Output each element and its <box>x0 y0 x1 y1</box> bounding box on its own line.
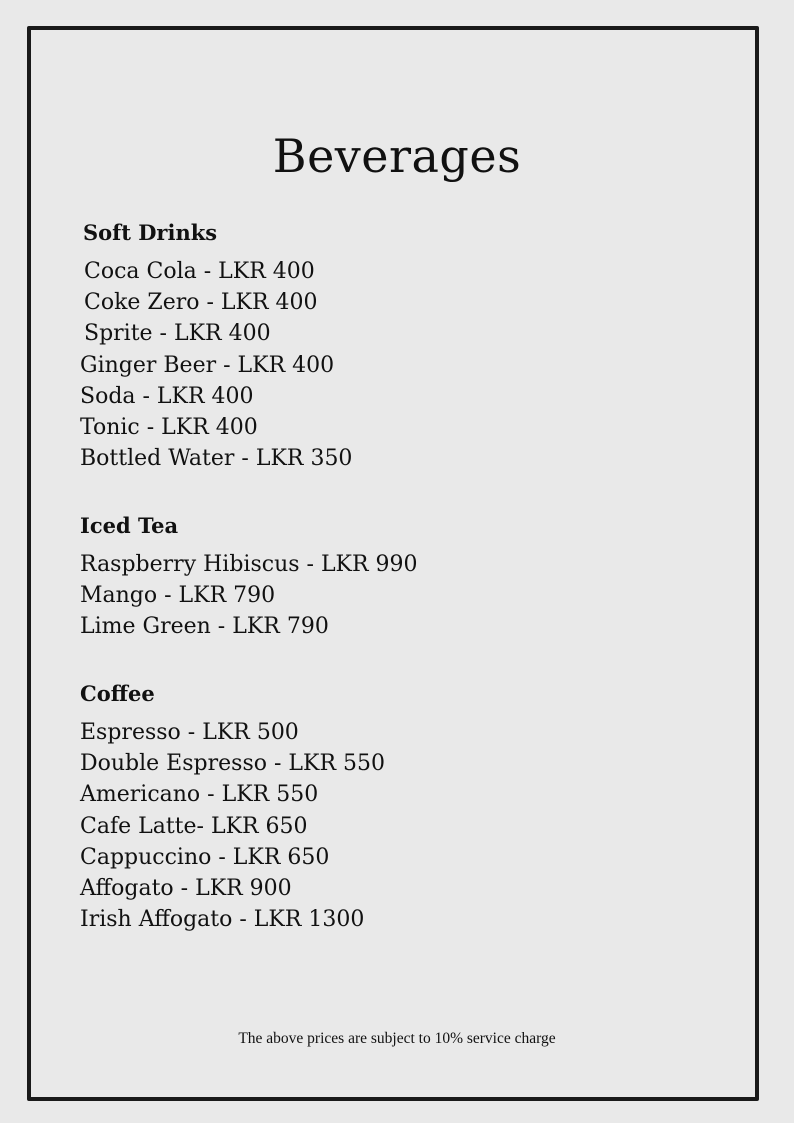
menu-item: Mango - LKR 790 <box>80 583 276 609</box>
menu-item: Tonic - LKR 400 <box>80 415 258 441</box>
section-heading-coffee: Coffee <box>80 681 155 706</box>
menu-item: Cappuccino - LKR 650 <box>80 844 330 870</box>
menu-item: Soda - LKR 400 <box>80 383 254 409</box>
menu-item: Cafe Latte- LKR 650 <box>80 813 308 839</box>
menu-item: Lime Green - LKR 790 <box>80 614 329 640</box>
menu-item: Bottled Water - LKR 350 <box>80 446 353 472</box>
menu-item: Raspberry Hibiscus - LKR 990 <box>80 552 418 577</box>
menu-item: Coke Zero - LKR 400 <box>84 290 318 316</box>
service-charge-note: The above prices are subject to 10% service charge <box>238 1030 556 1047</box>
section-heading-iced-tea: Iced Tea <box>80 513 179 538</box>
menu-item: Irish Affogato - LKR 1300 <box>80 907 365 933</box>
menu-item: Americano - LKR 550 <box>80 782 319 808</box>
iced-tea-list <box>80 549 418 643</box>
menu-item: Espresso - LKR 500 <box>80 720 299 745</box>
menu-item: Affogato - LKR 900 <box>80 876 292 902</box>
section-coffee <box>80 681 155 707</box>
menu-title: Beverages <box>272 129 522 183</box>
section-heading-soft-drinks: Soft Drinks <box>83 220 218 245</box>
menu-item: Sprite - LKR 400 <box>84 321 271 347</box>
section-iced-tea <box>80 513 178 539</box>
section-soft-drinks <box>83 220 217 246</box>
menu-item: Double Espresso - LKR 550 <box>80 751 385 777</box>
menu-item: Ginger Beer - LKR 400 <box>80 352 335 378</box>
menu-item: Coca Cola - LKR 400 <box>84 259 315 284</box>
coffee-list <box>80 717 385 935</box>
soft-drinks-list <box>80 256 352 474</box>
